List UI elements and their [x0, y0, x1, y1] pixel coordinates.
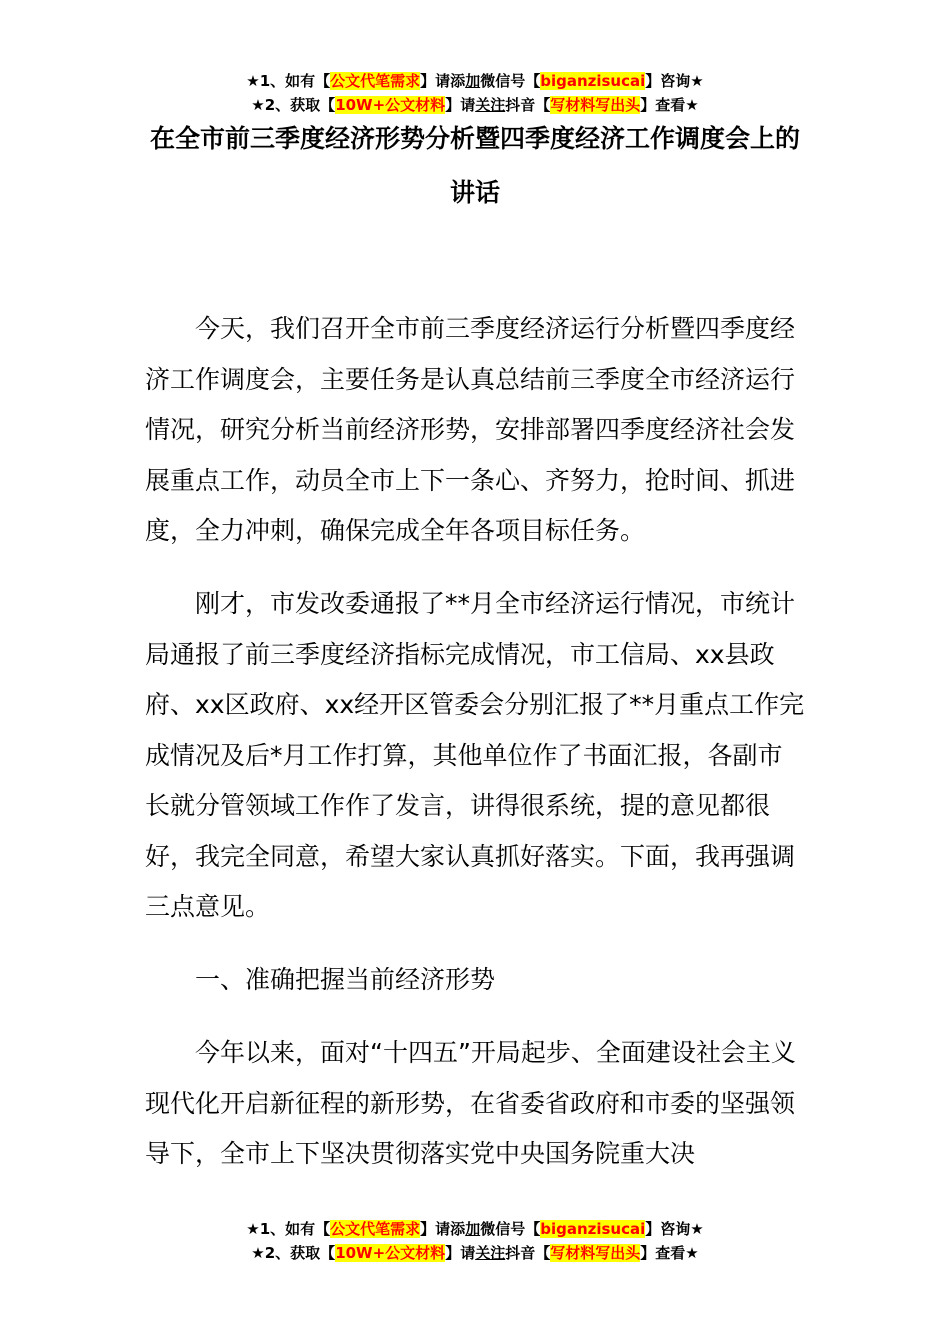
highlight-materials: 10W+公文材料	[335, 1244, 446, 1262]
highlight-wechat-id: biganzisucai	[540, 1220, 646, 1238]
paragraph-2	[145, 579, 805, 933]
paragraph-3	[145, 1028, 805, 1180]
promo-banner-top	[0, 69, 950, 117]
highlight-douyin-id: 写材料写出头	[550, 96, 641, 114]
paragraph-1	[145, 304, 805, 557]
paragraph-text: 刚才，市发改委通报了**月全市经济运行情况，市统计局通报了前三季度经济指标完成情况，市工信局、xx县政府、xx区政府、xx经开区管委会分别汇报了**月重点工作完成情况及后*月工作打算，其他单位作了书面汇报，各副市长就分管领域工作作了发言，讲得很系统，提的意见都很好，我完全同意，希望大家认真抓好落实。下面，我再强调三点意见。	[145, 589, 805, 921]
promo-line-1: ★1、如有【公文代笔需求】请添加微信号【biganzisucai】咨询★	[246, 72, 704, 90]
highlight-service: 公文代笔需求	[330, 72, 421, 90]
highlight-wechat-id: biganzisucai	[540, 72, 646, 90]
highlight-douyin-id: 写材料写出头	[550, 1244, 641, 1262]
promo-line-1: ★1、如有【公文代笔需求】请添加微信号【biganzisucai】咨询★	[246, 1220, 704, 1238]
promo-line-2: ★2、获取【10W+公文材料】请关注抖音【写材料写出头】查看★	[251, 1244, 699, 1262]
section-heading-text: 一、准确把握当前经济形势	[195, 965, 496, 994]
highlight-materials: 10W+公文材料	[335, 96, 446, 114]
paragraph-text: 今天，我们召开全市前三季度经济运行分析暨四季度经济工作调度会，主要任务是认真总结前三季度全市经济运行情况，研究分析当前经济形势，安排部署四季度经济社会发展重点工作，动员全市上下一条心、齐努力，抢时间、抓进度，全力冲刺，确保完成全年各项目标任务。	[145, 314, 796, 545]
highlight-service: 公文代笔需求	[330, 1220, 421, 1238]
promo-line-2: ★2、获取【10W+公文材料】请关注抖音【写材料写出头】查看★	[251, 96, 699, 114]
section-heading-1	[145, 955, 805, 1006]
paragraph-text: 今年以来，面对“十四五”开局起步、全面建设社会主义现代化开启新征程的新形势，在省委省政府和市委的坚强领导下，全市上下坚决贯彻落实党中央国务院重大决	[145, 1038, 796, 1168]
promo-banner-bottom	[0, 1217, 950, 1265]
document-title: 在全市前三季度经济形势分析暨四季度经济工作调度会上的讲话	[149, 124, 800, 207]
